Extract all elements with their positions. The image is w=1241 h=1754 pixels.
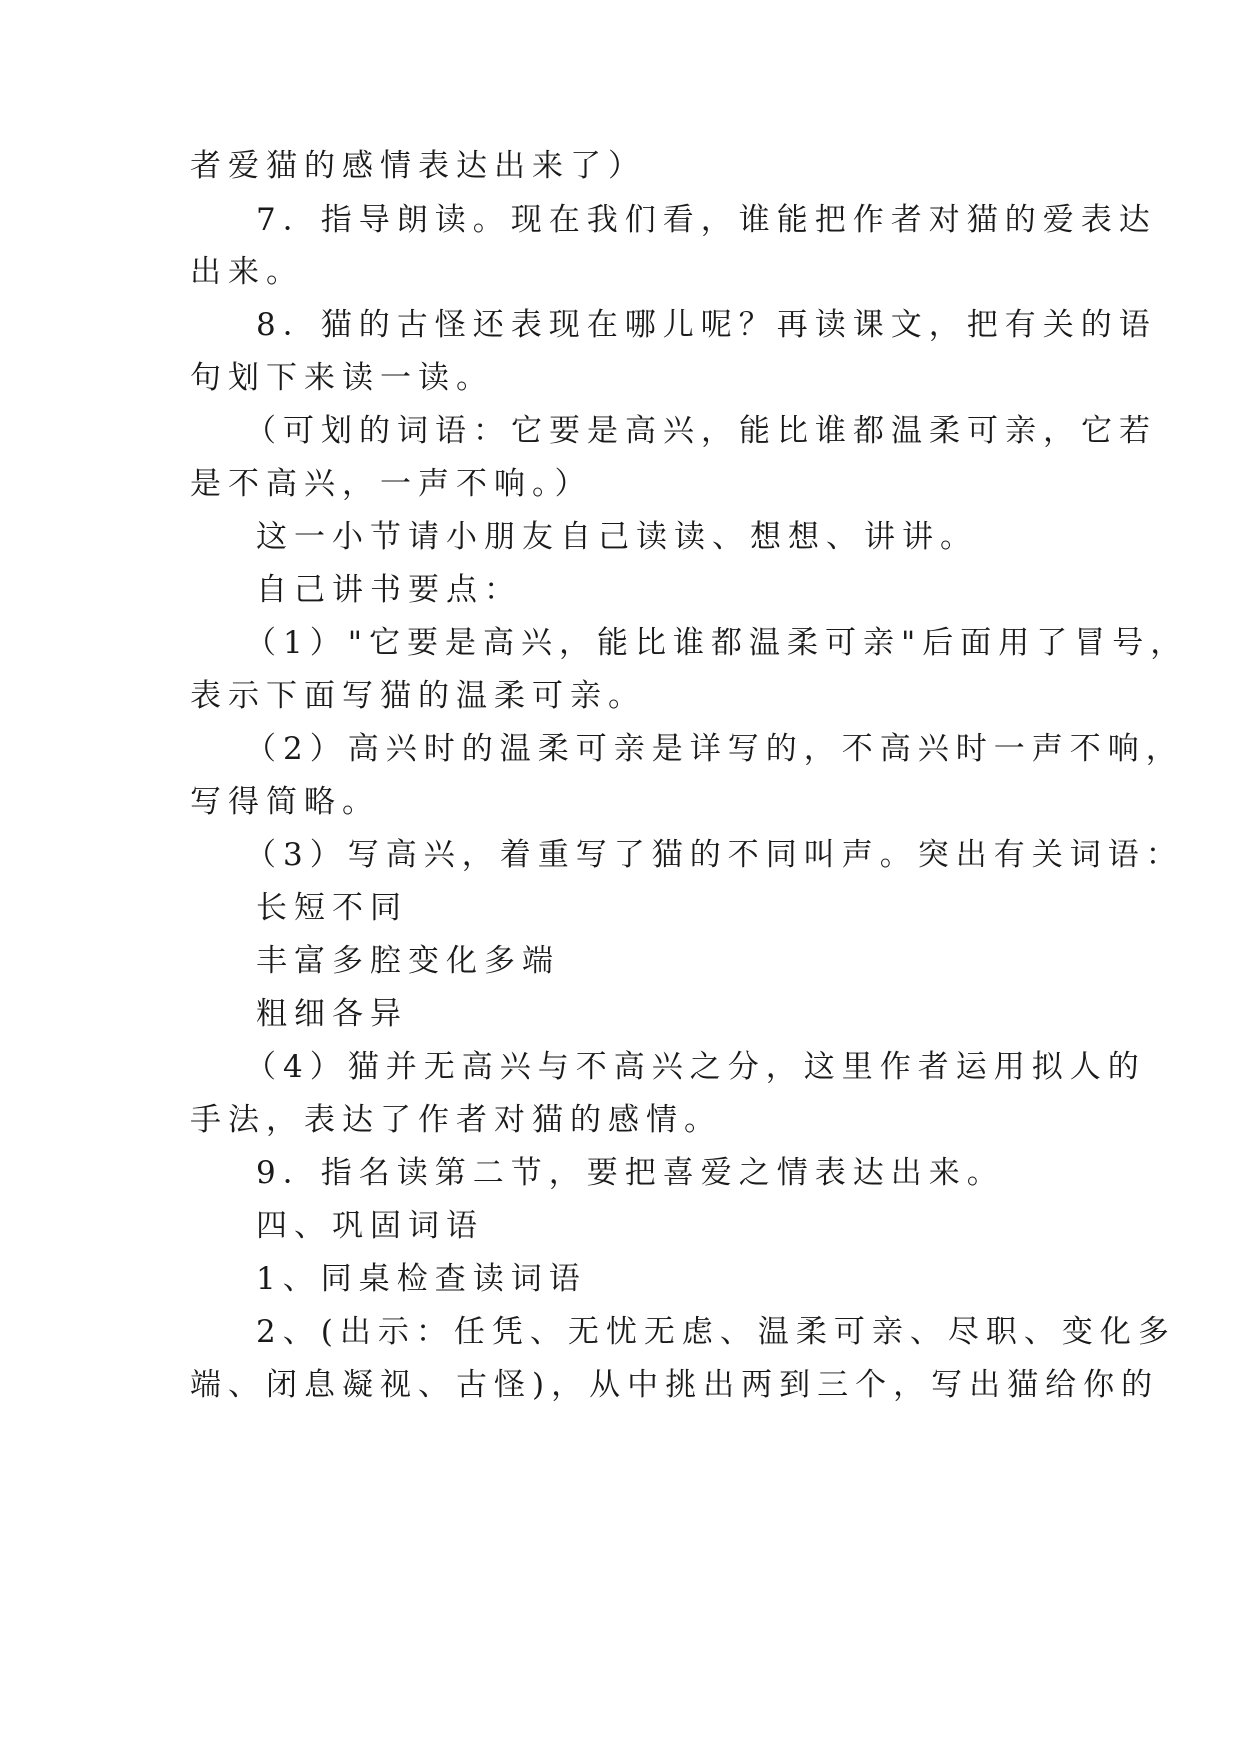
text-line-7: 是不高兴，一声不响。） [190,466,593,502]
text-line-23: 2、(出示：任凭、无忧无虑、温柔可亲、尽职、变化多 [256,1314,1176,1350]
text-line-19: 手法，表达了作者对猫的感情。 [190,1102,722,1138]
text-line-13: 写得简略。 [190,784,380,820]
text-line-16: 丰富多腔变化多端 [256,943,560,979]
text-line-21: 四、巩固词语 [256,1208,484,1244]
text-line-3: 出来。 [190,254,304,290]
text-line-9: 自己讲书要点： [256,572,522,608]
text-line-12: （2）高兴时的温柔可亲是详写的，不高兴时一声不响， [245,731,1184,767]
text-line-1: 者爱猫的感情表达出来了） [190,148,646,184]
text-line-10: （1）"它要是高兴，能比谁都温柔可亲"后面用了冒号， [245,625,1189,661]
text-line-22: 1、同桌检查读词语 [256,1261,587,1297]
text-line-5: 句划下来读一读。 [190,360,494,396]
text-line-2: 7．指导朗读。现在我们看，谁能把作者对猫的爱表达 [256,202,1157,238]
text-line-6: （可划的词语：它要是高兴，能比谁都温柔可亲，它若 [245,413,1157,449]
text-line-24: 端、闭息凝视、古怪)，从中挑出两到三个，写出猫给你的 [190,1367,1160,1403]
text-line-4: 8．猫的古怪还表现在哪儿呢？再读课文，把有关的语 [256,307,1157,343]
text-line-17: 粗细各异 [256,996,408,1032]
text-line-15: 长短不同 [256,890,408,926]
text-line-11: 表示下面写猫的温柔可亲。 [190,678,646,714]
text-line-20: 9．指名读第二节，要把喜爱之情表达出来。 [256,1155,1005,1191]
text-line-18: （4）猫并无高兴与不高兴之分，这里作者运用拟人的 [245,1049,1146,1085]
text-line-14: （3）写高兴，着重写了猫的不同叫声。突出有关词语： [245,837,1184,873]
text-line-8: 这一小节请小朋友自己读读、想想、讲讲。 [256,519,978,555]
